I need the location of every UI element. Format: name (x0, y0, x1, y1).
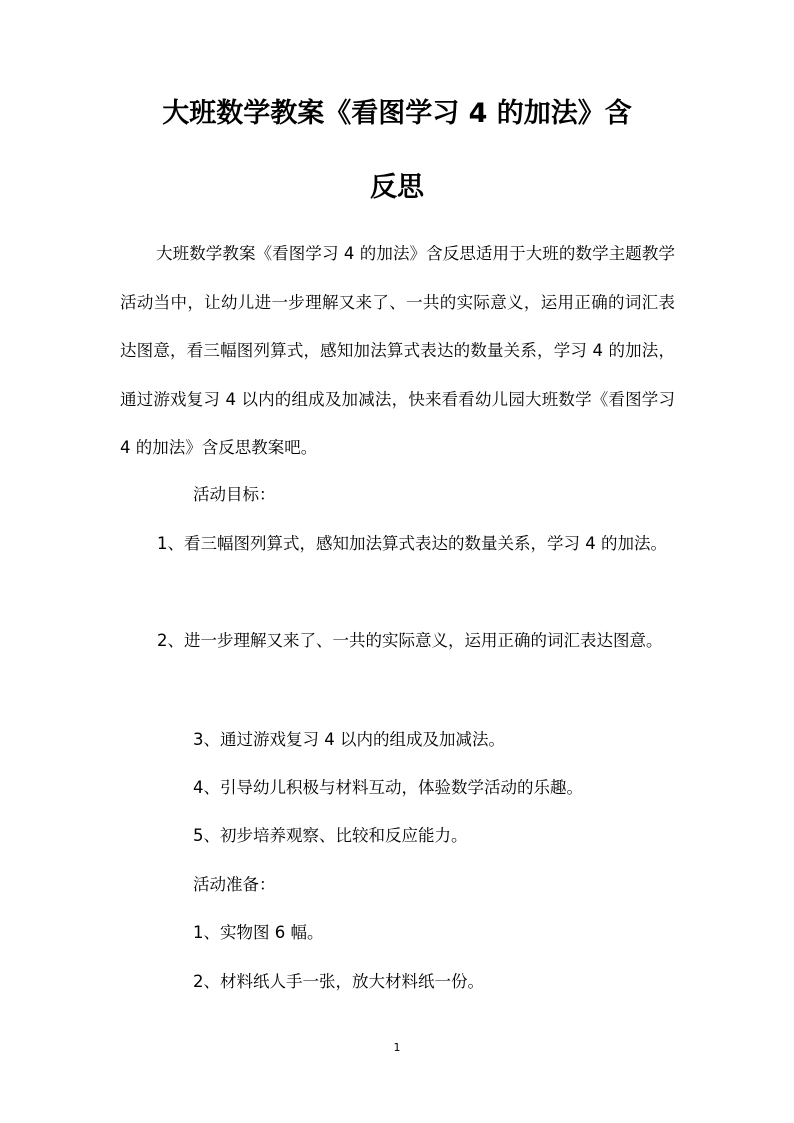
prep-item-2: 2、材料纸人手一张，放大材料纸一份。 (193, 972, 484, 991)
doc-title-line2: 反思 (370, 172, 424, 203)
goal-item-4: 4、引导幼儿积极与材料互动，体验数学活动的乐趣。 (193, 778, 583, 797)
prep-heading: 活动准备： (193, 875, 276, 894)
doc-title-line1: 大班数学教案《看图学习 4 的加法》含 (162, 98, 632, 129)
goal-item-5: 5、初步培养观察、比较和反应能力。 (193, 826, 468, 845)
goal-item-2: 2、进一步理解又来了、一共的实际意义，运用正确的词汇表达图意。 (157, 631, 663, 650)
goal-item-1: 1、看三幅图列算式，感知加法算式表达的数量关系，学习 4 的加法。 (157, 534, 667, 553)
prep-item-1: 1、实物图 6 幅。 (193, 923, 324, 942)
intro-paragraph: 大班数学教案《看图学习 4 的加法》含反思适用于大班的数学主题教学活动当中，让幼儿进一步理解又来了、一共的实际意义，运用正确的词汇表达图意，看三幅图列算式，感知加法算式表达的数量关系，学习 4 的加法，通过游戏复习 4 以内的组成及加减法，快来看看幼儿园大班数学《看图学习 4 的加法》含反思教案吧。 (120, 244, 675, 457)
page-number: 1 (393, 1041, 401, 1054)
goal-item-3: 3、通过游戏复习 4 以内的组成及加减法。 (193, 730, 505, 749)
goals-heading: 活动目标： (193, 485, 276, 504)
